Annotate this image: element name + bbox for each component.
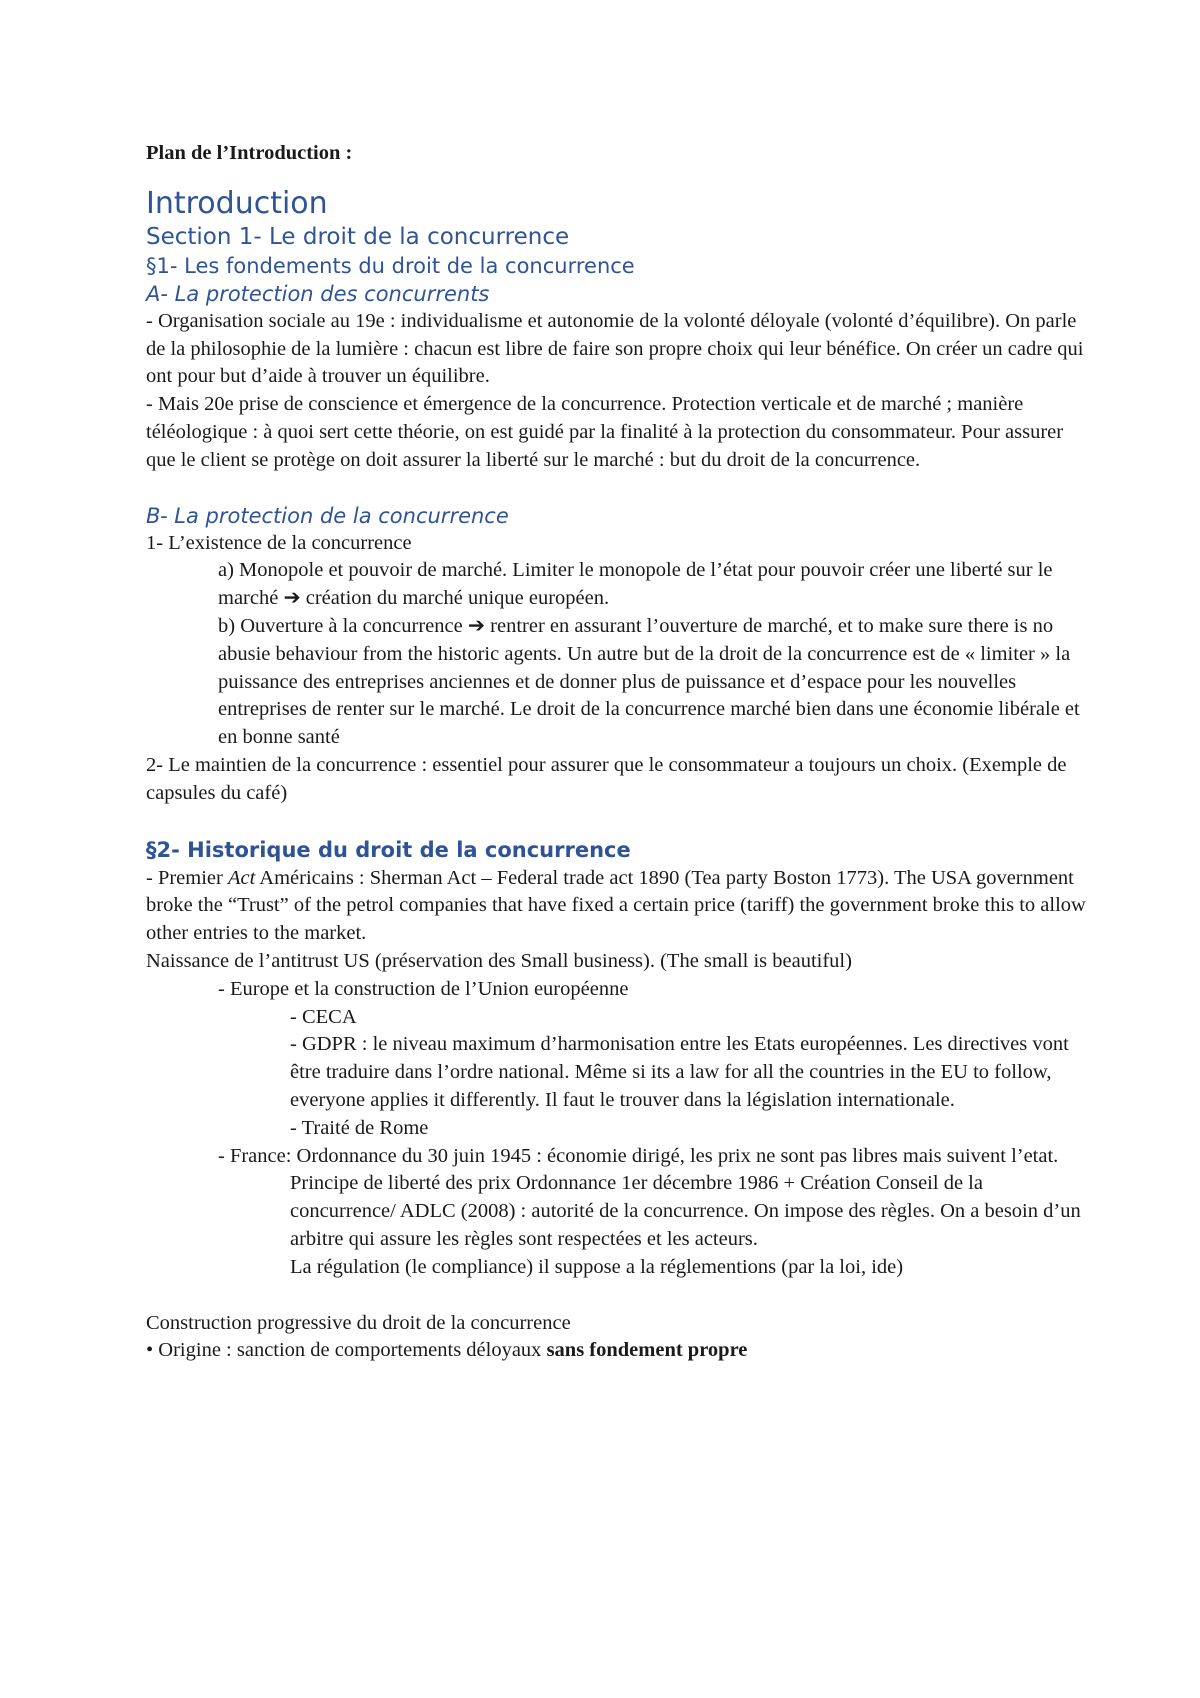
origine-text: • Origine : sanction de comportements déloyaux [146,1339,547,1362]
europe-rome: - Traité de Rome [290,1116,429,1139]
heading-a: A- La protection des concurrents [146,281,490,306]
heading-section-1: Section 1- Le droit de la concurrence [146,223,570,250]
paragraph-b-1b: b) Ouverture à la concurrence ➔ rentrer en assurant l’ouverture de marché, et to make sure there is no abusie behaviour from the historic agents. Un autre but de la droit de la concurrence est de « limiter » la puissance des entreprises anciennes et de donner plus de puissance et d’espace pour les nouvelles entreprises de renter sur le marché. Le droit de la concurrence marché bien dans une économie libérale et en bonne santé [218,614,1080,749]
heading-introduction: Introduction [146,185,328,221]
origine-line [146,1337,1086,1365]
paragraph-b-2: 2- Le maintien de la concurrence : essentiel pour assurer que le consommateur a toujours un choix. (Exemple de capsules du café) [146,753,1067,804]
paragraph-history-2: Naissance de l’antitrust US (préservation des Small business). (The small is beautiful) [146,949,852,972]
history-act-word: Act [227,866,256,889]
construction-line: Construction progressive du droit de la concurrence [146,1311,571,1334]
paragraph-history-1 [146,865,1086,948]
plan-title: Plan de l’Introduction : [146,142,353,164]
europe-ceca: - CECA [290,1005,357,1028]
paragraph-a-2: - Mais 20e prise de conscience et émergence de la concurrence. Protection verticale et de marché ; manière téléologique : à quoi sert cette théorie, on est guidé par la finalité à la protection du consommateur. Pour assurer que le client se protège on doit assurer la liberté sur le marché : but du droit de la concurrence. [146,393,1064,471]
france-paragraph-2: La régulation (le compliance) il suppose a la réglementions (par la loi, ide) [290,1255,904,1278]
heading-b: B- La protection de la concurrence [146,503,509,528]
paragraph-a-1: - Organisation sociale au 19e : individualisme et autonomie de la volonté déloyale (volonté d’équilibre). On parle de la philosophie de la lumière : chacun est libre de faire son propre choix qui leur bénéfice. On créer un cadre qui ont pour but d’aide à trouver un équilibre. [146,309,1084,388]
heading-paragraph-2: §2- Historique du droit de la concurrence [146,837,631,862]
heading-paragraph-1: §1- Les fondements du droit de la concurrence [146,253,635,278]
history-text-end: Américains : Sherman Act – Federal trade act 1890 (Tea party Boston 1773). The USA government broke the “Trust” of the petrol companies that have fixed a certain price (tariff) the government broke this to allow other entries to the market. [146,866,1086,945]
europe-gdpr: - GDPR : le niveau maximum d’harmonisation entre les Etats européennes. Les directives vont être traduire dans l’ordre national. Même si its a law for all the countries in the EU to follow, everyone applies it differently. Il faut le trouver dans la législation internationale. [290,1033,1069,1111]
france-paragraph-1: Principe de liberté des prix Ordonnance 1er décembre 1986 + Création Conseil de la concurrence/ ADLC (2008) : autorité de la concurrence. On impose des règles. On a besoin d’un arbitre qui assure les règles sont respectées et les acteurs. [290,1172,1081,1250]
history-text-start: - Premier [146,866,228,889]
document-body [146,140,1086,1365]
europe-title: - Europe et la construction de l’Union européenne [218,977,629,1000]
paragraph-b-1: 1- L’existence de la concurrence [146,531,412,554]
paragraph-b-1a: a) Monopole et pouvoir de marché. Limiter le monopole de l’état pour pouvoir créer une liberté sur le marché ➔ création du marché unique européen. [218,559,1053,610]
origine-bold-text: sans fondement propre [546,1339,748,1362]
france-title: - France: Ordonnance du 30 juin 1945 : économie dirigé, les prix ne sont pas libres mais suivent l’etat. [218,1144,1059,1167]
